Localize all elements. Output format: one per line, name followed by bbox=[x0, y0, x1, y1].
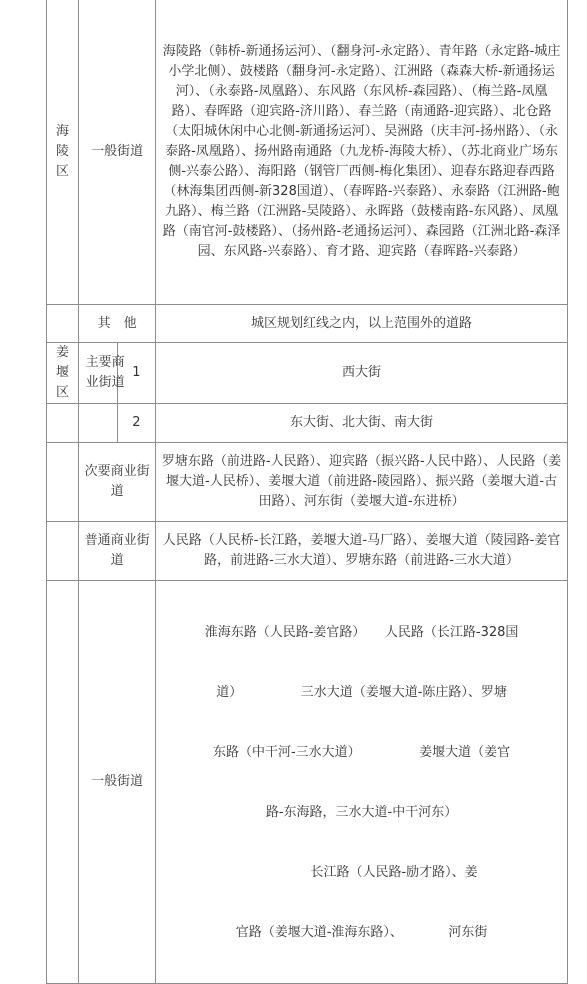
roads-cell bbox=[156, 343, 568, 404]
category-cell bbox=[79, 343, 125, 404]
row-number: 2 bbox=[132, 415, 141, 430]
empty-cell bbox=[79, 404, 118, 443]
other-text: 城区规划红线之内，以上范围外的道路 bbox=[251, 315, 473, 331]
roads-line: 官路（姜堰大道-淮海东路）、 河东街 bbox=[235, 925, 488, 940]
roads-text: 海陵路（韩桥-新通扬运河）、（翻身河-永定路）、青年路（永定路-城庄小学北侧）、鼓楼路（翻身河-永定路）、江洲路（森森大桥-新通扬运河）、（永泰路-凤凰路）、东风路（东风桥-森园路）、（梅兰路-凤凰路）、春晖路（迎宾路-济川路）、春兰路（南通路-迎宾路）、北仓路（太阳城休闲中心北侧-新通扬运河）、吴洲路（庆丰河-扬州路）、（永泰路-凤凰路）、扬州路南通路（九龙桥-海陵大桥）、（苏北商业广场东侧-兴泰公路）、海阳路（钢管厂西侧-梅化集团）、迎春东路迎春西路（林海集团西侧-新328国道）、（春晖路-兴泰路）、永泰路（江洲路-鲍九路）、梅兰路（江洲路-吴陵路）、永晖路（鼓楼南路-东风路）、凤凰路（南官河-鼓楼路）、（扬州路-老通扬运河）、森园路（江洲北路-森泽园、东风路-兴泰路）、育才路、迎宾路（春晖路-兴泰路） bbox=[162, 44, 561, 259]
table-row bbox=[47, 581, 568, 984]
district-label: 姜堰区 bbox=[56, 345, 70, 400]
table-row bbox=[47, 305, 568, 343]
roads-line: 淮海东路（人民路-姜官路） 人民路（长江路-328国 bbox=[204, 625, 519, 640]
row-number: 1 bbox=[132, 365, 141, 380]
table-row bbox=[47, 343, 568, 404]
category-label: 一般街道 bbox=[91, 144, 144, 159]
table-row bbox=[47, 0, 568, 305]
category-cell bbox=[79, 0, 156, 305]
roads-text: 东大街、北大街、南大街 bbox=[290, 415, 434, 430]
roads-cell bbox=[156, 581, 568, 984]
empty-cell bbox=[47, 581, 79, 984]
empty-cell bbox=[47, 305, 79, 343]
roads-line: 东路（中干河-三水大道） 姜堰大道（姜官 bbox=[212, 745, 511, 760]
empty-cell bbox=[47, 404, 79, 443]
category-cell bbox=[79, 581, 156, 984]
roads-text: 西大街 bbox=[342, 365, 382, 380]
number-cell bbox=[117, 404, 156, 443]
roads-cell bbox=[156, 305, 568, 343]
roads-cell bbox=[156, 404, 568, 443]
empty-cell bbox=[47, 522, 79, 581]
roads-cell bbox=[156, 0, 568, 305]
district-cell-hailing bbox=[47, 0, 79, 305]
category-cell bbox=[79, 305, 156, 343]
roads-text: 罗塘东路（前进路-人民路）、迎宾路（振兴路-人民中路）、人民路（姜堰大道-人民桥）、姜堰大道（前进路-陵园路）、振兴路（姜堰大道-古田路）、河东街（姜堰大道-东进桥） bbox=[161, 454, 562, 509]
category-cell bbox=[79, 522, 156, 581]
table-row bbox=[47, 443, 568, 522]
category-cell bbox=[79, 443, 156, 522]
district-cell-jiangyan bbox=[47, 343, 79, 404]
normal-category-label: 普通商业街道 bbox=[84, 533, 150, 568]
roads-cell bbox=[156, 522, 568, 581]
district-label: 海陵区 bbox=[56, 124, 70, 179]
roads-cell bbox=[156, 443, 568, 522]
roads-line: 路-东海路，三水大道-中干河东） bbox=[265, 805, 458, 820]
main-category-label: 主要商业街道 bbox=[85, 355, 125, 390]
road-classification-table bbox=[46, 0, 568, 984]
other-label: 其 他 bbox=[97, 315, 137, 331]
roads-text: 人民路（人民桥-长江路，姜堰大道-马厂路）、姜堰大道（陵园路-姜官路，前进路-三水大道）、罗塘东路（前进路-三水大道） bbox=[162, 533, 561, 568]
general-category-label: 一般街道 bbox=[91, 774, 144, 789]
roads-line: 长江路（人民路-励才路）、姜 bbox=[245, 865, 478, 880]
empty-cell bbox=[47, 443, 79, 522]
roads-line: 道） 三水大道（姜堰大道-陈庄路）、罗塘 bbox=[216, 685, 507, 700]
table-row bbox=[47, 522, 568, 581]
table-row bbox=[47, 404, 568, 443]
minor-category-label: 次要商业街道 bbox=[84, 464, 150, 499]
